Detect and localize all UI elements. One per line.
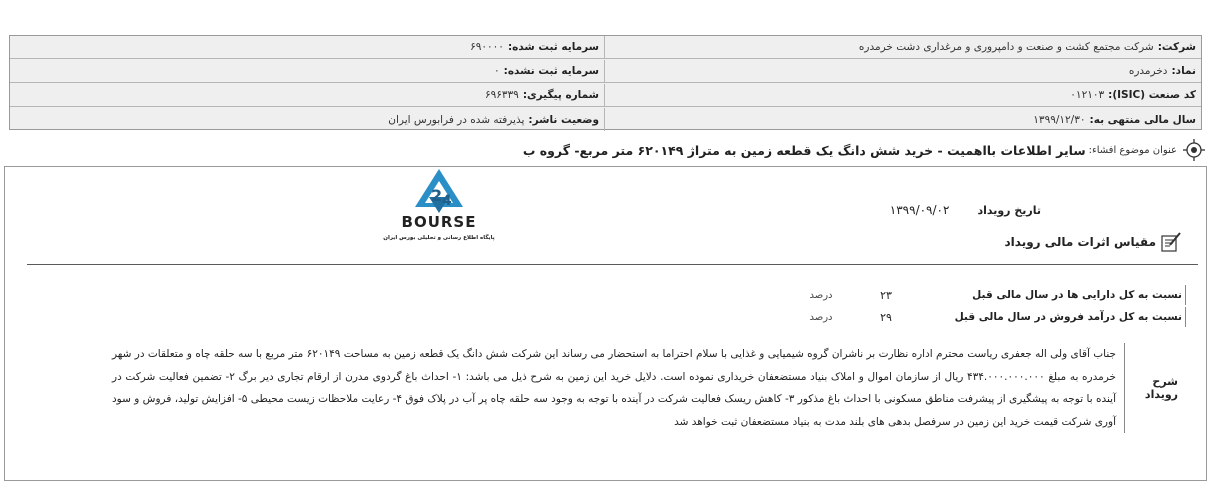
edit-note-icon	[1160, 231, 1182, 253]
event-date-label: تاریخ رویداد	[977, 203, 1041, 217]
isic-cell	[604, 84, 1201, 106]
svg-text:2: 2	[431, 186, 443, 205]
event-description-text: جناب آقای ولی اله جعفری ریاست محترم اداره نظارت بر ناشران گروه شیمیایی و غذایی با سلام احتراما به استحضار می رساند این شرکت شش دانگ یک قطعه زمین به مساحت ۶۲۰۱۴۹ متر مربع با سه حلقه چاه و متعلقات در شهر خرمدره به مبلغ ۴۳۴.۰۰۰.۰۰۰.۰۰۰ ریال از سازمان اموال و املاک بنیاد مستضعفان خریداری نموده است. دلایل خرید این زمین به شرح ذیل می باشد: ۱- احداث باغ گردوی مدرن از ارقام تجاری دیر برگ ۲- تضمین فعالیت شرکت در آینده با توجه به پیشگیری از پیشرفت مناطق مسکونی با احداث باغ مذکور ۳- کاهش ریسک فعالیت شرکت در آینده با توجه به وجود سه حلقه چاه پر آب در پلاک فوق ۴- رعایت ملاحظات زیست محیطی ۵- افزایش تولید، فروش و سود آوری شرکت قیمت خرید این زمین در سرفصل بدهی های بلند مدت به بنیاد مستضعفان ثبت خواهد شد	[112, 348, 1117, 428]
ratio-revenue-label: نسبت به کل درآمد فروش در سال مالی قبل	[921, 307, 1186, 327]
symbol-cell	[604, 60, 1201, 82]
ratio-assets-value: ۲۳	[880, 288, 892, 302]
subject-title: سایر اطلاعات بااهمیت - خرید شش دانگ یک قطعه زمین به متراژ ۶۲۰۱۴۹ متر مربع- گروه ب	[522, 142, 1086, 158]
fiscal-year-value: ۱۳۹۹/۱۲/۳۰	[1033, 113, 1086, 126]
tracking-cell	[10, 84, 604, 106]
logo-brand: BOURSE	[401, 213, 477, 231]
tracking-label: شماره پیگیری:	[522, 89, 599, 101]
logo-tagline: پایگاه اطلاع رسانی و تحلیلی بورس ایران	[383, 235, 495, 241]
registered-capital-label: سرمایه ثبت شده:	[507, 41, 599, 53]
publisher-status-value: پذیرفته شده در فرابورس ایران	[388, 113, 525, 126]
publisher-status-label: وضعیت ناشر:	[528, 113, 599, 126]
symbol-value: دخرمدره	[1128, 65, 1168, 77]
event-date-row	[890, 203, 1041, 217]
svg-text:4: 4	[442, 193, 452, 209]
ratio-row-assets	[791, 285, 1186, 305]
registered-capital-value: ۶۹۰۰۰۰	[470, 41, 504, 53]
fiscal-year-cell	[604, 108, 1201, 131]
ratio-row-revenue	[791, 307, 1186, 327]
financial-effect-heading	[1005, 231, 1182, 253]
target-icon	[1183, 139, 1205, 161]
company-label: شرکت:	[1157, 41, 1196, 53]
unregistered-capital-cell	[10, 60, 604, 82]
info-row-company	[10, 36, 1201, 59]
info-row-symbol	[10, 60, 1201, 83]
subject-prefix: عنوان موضوع افشاء:	[1088, 144, 1177, 156]
company-cell	[604, 36, 1201, 58]
company-info-table	[9, 35, 1202, 130]
event-description-row	[106, 343, 1186, 433]
unregistered-capital-value: ۰	[494, 65, 500, 77]
isic-label: کد صنعت (ISIC):	[1108, 89, 1196, 101]
ratio-assets-label: نسبت به کل دارایی ها در سال مالی قبل	[921, 285, 1186, 305]
fiscal-year-label: سال مالی منتهی به:	[1089, 113, 1196, 126]
disclosure-subject	[523, 136, 1205, 164]
bourse-logo	[383, 167, 495, 245]
event-description-label: شرح رویداد	[1124, 343, 1186, 433]
ratio-revenue-value: ۲۹	[880, 310, 892, 324]
event-details-panel	[4, 166, 1207, 481]
publisher-status-cell	[10, 108, 604, 131]
section-divider	[27, 264, 1198, 265]
financial-effect-title: مقیاس اثرات مالی رویداد	[1004, 235, 1156, 249]
ratio-revenue-unit: درصد	[809, 311, 833, 323]
info-row-fiscal-year	[10, 108, 1201, 131]
symbol-label: نماد:	[1171, 65, 1196, 77]
ratio-assets-unit: درصد	[809, 289, 833, 301]
tracking-value: ۶۹۶۳۳۹	[484, 89, 519, 101]
info-row-isic	[10, 84, 1201, 107]
company-value: شرکت مجتمع کشت و صنعت و دامپروری و مرغداری دشت خرمدره	[858, 41, 1154, 53]
event-date-value: ۱۳۹۹/۰۹/۰۲	[889, 203, 950, 217]
registered-capital-cell	[10, 36, 604, 58]
isic-value: ۰۱۲۱۰۳	[1070, 89, 1105, 101]
unregistered-capital-label: سرمایه ثبت نشده:	[503, 65, 599, 77]
